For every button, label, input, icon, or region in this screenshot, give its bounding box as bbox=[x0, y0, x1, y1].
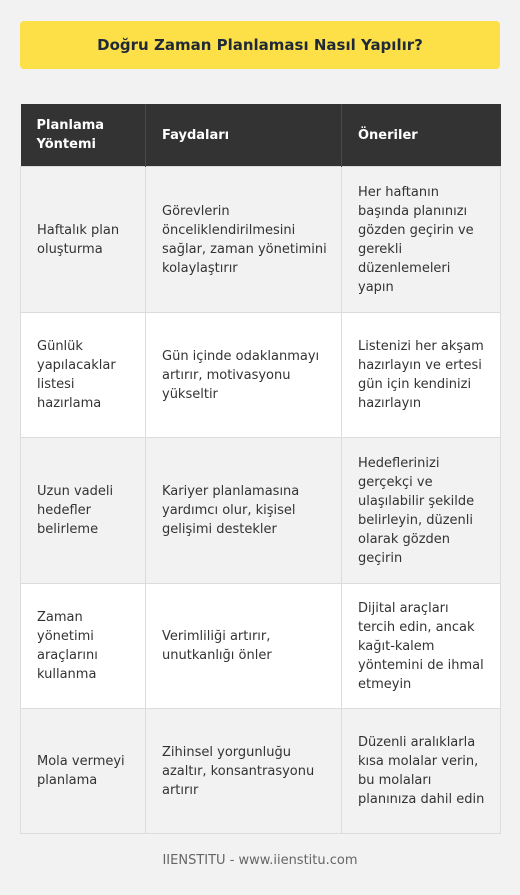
header-method: Planlama Yöntemi bbox=[21, 104, 146, 167]
method-cell: Mola vermeyi planlama bbox=[21, 709, 146, 834]
table-row bbox=[21, 709, 501, 834]
benefits-cell: Kariyer planlamasına yardımcı olur, kişisel gelişimi destekler bbox=[146, 438, 342, 584]
method-cell: Uzun vadeli hedefler belirleme bbox=[21, 438, 146, 584]
tips-cell: Düzenli aralıklarla kısa molalar verin, bu molaları planınıza dahil edin bbox=[342, 709, 501, 834]
table-row bbox=[21, 438, 501, 584]
table-row bbox=[21, 167, 501, 313]
method-cell: Haftalık plan oluşturma bbox=[21, 167, 146, 313]
method-cell: Günlük yapılacaklar listesi hazırlama bbox=[21, 313, 146, 438]
title-banner bbox=[20, 21, 500, 69]
header-tips: Öneriler bbox=[342, 104, 501, 167]
benefits-cell: Verimliliği artırır, unutkanlığı önler bbox=[146, 584, 342, 709]
tips-cell: Dijital araçları tercih edin, ancak kağıt-kalem yöntemini de ihmal etmeyin bbox=[342, 584, 501, 709]
footer-text: IIENSTITU - www.iienstitu.com bbox=[162, 853, 358, 868]
tips-cell: Hedeflerinizi gerçekçi ve ulaşılabilir şekilde belirleyin, düzenli olarak gözden geçirin bbox=[342, 438, 501, 584]
method-cell: Zaman yönetimi araçlarını kullanma bbox=[21, 584, 146, 709]
benefits-cell: Görevlerin önceliklendirilmesini sağlar, zaman yönetimini kolaylaştırır bbox=[146, 167, 342, 313]
benefits-cell: Zihinsel yorgunluğu azaltır, konsantrasyonu artırır bbox=[146, 709, 342, 834]
header-benefits: Faydaları bbox=[146, 104, 342, 167]
tips-cell: Her haftanın başında planınızı gözden geçirin ve gerekli düzenlemeleri yapın bbox=[342, 167, 501, 313]
tips-cell: Listenizi her akşam hazırlayın ve ertesi gün için kendinizi hazırlayın bbox=[342, 313, 501, 438]
table-row bbox=[21, 313, 501, 438]
table-header-row bbox=[21, 104, 501, 167]
page-title: Doğru Zaman Planlaması Nasıl Yapılır? bbox=[97, 36, 423, 54]
benefits-cell: Gün içinde odaklanmayı artırır, motivasyonu yükseltir bbox=[146, 313, 342, 438]
planning-table bbox=[20, 104, 501, 834]
table-row bbox=[21, 584, 501, 709]
